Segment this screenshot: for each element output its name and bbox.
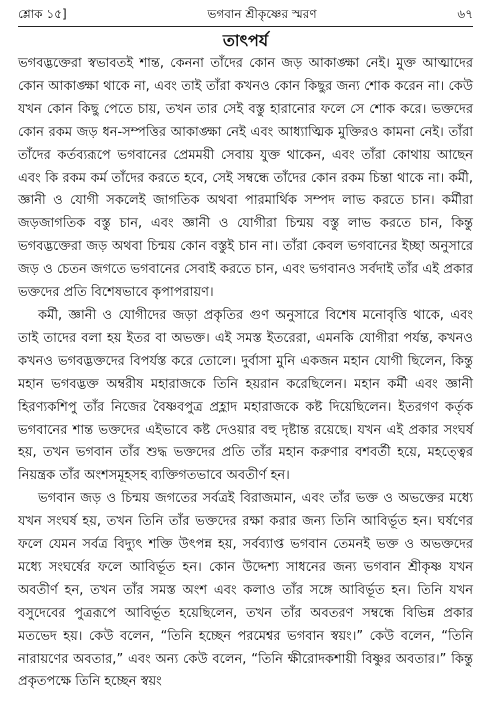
paragraph: ভগবদ্ভক্তেরা স্বভাবতই শান্ত, কেননা তাঁদের কোন জড় আকাঙ্ক্ষা নেই। মুক্ত আত্মাদের কোন আকাঙ্ক্ষা থাকে না, এবং তাই তাঁরা কখনও কোন কিছুর জন্য শোক করেন না। কেউ যখন কোন কিছু পেতে চায়, তখন তার সেই বস্তু হারানোর ফলে সে শোক করে। ভক্তদের কোন রকম জড় ধন-সম্পত্তির আকাঙ্ক্ষা নেই এবং আধ্যাত্মিক মুক্তিরও কামনা নেই। তাঁরা তাঁদের কর্তব্যরূপে ভগবানের প্রেমময়ী সেবায় যুক্ত থাকেন, এবং তাঁরা কোথায় আছেন এবং কি রকম কর্ম তাঁদের করতে হবে, সেই সম্বন্ধে তাঁদের কোন রকম চিন্তা থাকে না। কর্মী, জ্ঞানী ও যোগী সকলেই জাগতিক অথবা পারমার্থিক সম্পদ লাভ করতে চান। কর্মীরা জড়জাগতিক বস্তু চান, এবং জ্ঞানী ও যোগীরা চিন্ময় বস্তু লাভ করতে চান, কিন্তু ভগবদ্ভক্তেরা জড় অথবা চিন্ময় কোন বস্তুই চান না। তাঁরা কেবল ভগবানের ইচ্ছা অনুসারে জড় ও চেতন জগতে ভগবানের সেবাই করতে চান, এবং ভগবানও সর্বদাই তাঁর এই প্রকার ভক্তদের প্রতি বিশেষভাবে কৃপাপরায়ণ। — [18, 56, 473, 301]
running-header — [18, 6, 473, 24]
purport-body — [18, 53, 473, 694]
paragraph: কর্মী, জ্ঞানী ও যোগীদের জড়া প্রকৃতির গুণ অনুসারে বিশেষ মনোবৃত্তি থাকে, এবং তাই তাদের বলা হয় ইতর বা অভক্ত। এই সমস্ত ইতরেরা, এমনকি যোগীরা পর্যন্ত, কখনও কখনও ভগবদ্ভক্তদের বিপর্যস্ত করে তোলে। দুর্বাসা মুনি একজন মহান যোগী ছিলেন, কিন্তু মহান ভগবদ্ভক্ত অম্বরীষ মহারাজকে তিনি হয়রান করেছিলেন। মহান কর্মী এবং জ্ঞানী হিরণ্যকশিপু তাঁর নিজের বৈষ্ণবপুত্র প্রহ্লাদ মহারাজকে কষ্ট দিয়েছিলেন। ইতরগণ কর্তৃক ভগবানের শান্ত ভক্তদের এইভাবে কষ্ট দেওয়ার বহু দৃষ্টান্ত রয়েছে। যখন এই প্রকার সংঘর্ষ হয়, তখন ভগবান তাঁর শুদ্ধ ভক্তদের প্রতি তাঁর মহান করুণার বশবর্তী হয়ে, মহত্ত্বের নিয়ন্ত্রক তাঁর অংশসমূহসহ ব্যক্তিগতভাবে অবতীর্ণ হন। — [18, 307, 473, 484]
chapter-title: ভগবান শ্রীকৃষ্ণের স্মরণ — [207, 7, 317, 21]
page-number: ৬৭ — [457, 7, 473, 21]
verse-reference: শ্লোক ১৫] — [18, 7, 67, 21]
section-title: তাৎপর্য — [222, 31, 269, 50]
header-rule — [18, 26, 473, 27]
paragraph: ভগবান জড় ও চিন্ময় জগতের সর্বত্রই বিরাজমান, এবং তাঁর ভক্ত ও অভক্তের মধ্যে যখন সংঘর্ষ হয়, তখন তিনি তাঁর ভক্তদের রক্ষা করার জন্য তিনি আবির্ভূত হন। ঘর্ষণের ফলে যেমন সর্বত্র বিদ্যুৎ শক্তি উৎপন্ন হয়, সর্বব্যাপ্ত ভগবান তেমনই ভক্ত ও অভক্তদের মধ্যে সংঘর্ষের ফলে আবির্ভূত হন। কোন উদ্দেশ্য সাধনের জন্য ভগবান শ্রীকৃষ্ণ যখন অবতীর্ণ হন, তখন তাঁর সমস্ত অংশ এবং কলাও তাঁর সঙ্গে আবির্ভূত হন। তিনি যখন বসুদেবের পুত্ররূপে আবির্ভূত হয়েছিলেন, তখন তাঁর অবতরণ সম্বন্ধে বিভিন্ন প্রকার মতভেদ হয়। কেউ বলেন, “তিনি হচ্ছেন পরমেশ্বর ভগবান স্বয়ং।” কেউ বলেন, “তিনি নারায়ণের অবতার,” এবং অন্য কেউ বলেন, “তিনি ক্ষীরোদকশায়ী বিষ্ণুর অবতার।” কিন্তু প্রকৃতপক্ষে তিনি হচ্ছেন স্বয়ং — [18, 491, 473, 690]
